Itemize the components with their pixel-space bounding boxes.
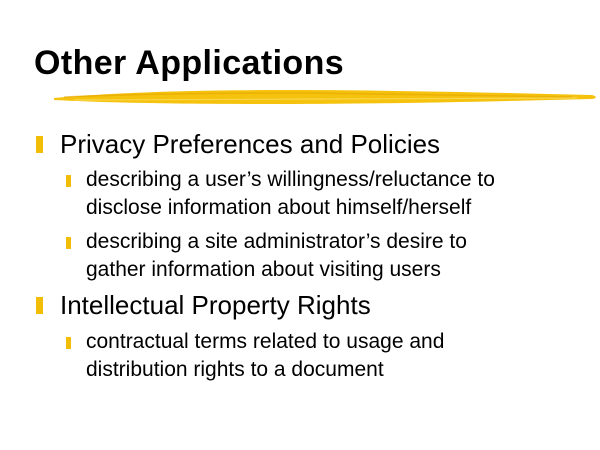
bullet-marker-icon xyxy=(36,297,43,314)
sub-bullet-line: gather information about visiting users xyxy=(86,258,441,281)
sub-bullet-line: distribution rights to a document xyxy=(86,358,384,381)
bullet-heading: Privacy Preferences and Policies xyxy=(60,129,441,159)
sub-bullet-marker-icon xyxy=(66,237,71,249)
sub-bullet-line: describing a site administrator’s desire to xyxy=(86,230,467,253)
bullet-heading: Intellectual Property Rights xyxy=(60,290,371,320)
sub-bullet-line: describing a user’s willingness/reluctance to xyxy=(86,168,495,191)
sub-bullet-marker-icon xyxy=(66,337,71,349)
sub-bullet-line: disclose information about himself/herself xyxy=(86,196,472,219)
slide-title: Other Applications xyxy=(34,44,345,82)
sub-bullet-line: contractual terms related to usage and xyxy=(86,330,445,353)
sub-bullet-marker-icon xyxy=(66,175,71,187)
bullet-marker-icon xyxy=(36,136,43,153)
